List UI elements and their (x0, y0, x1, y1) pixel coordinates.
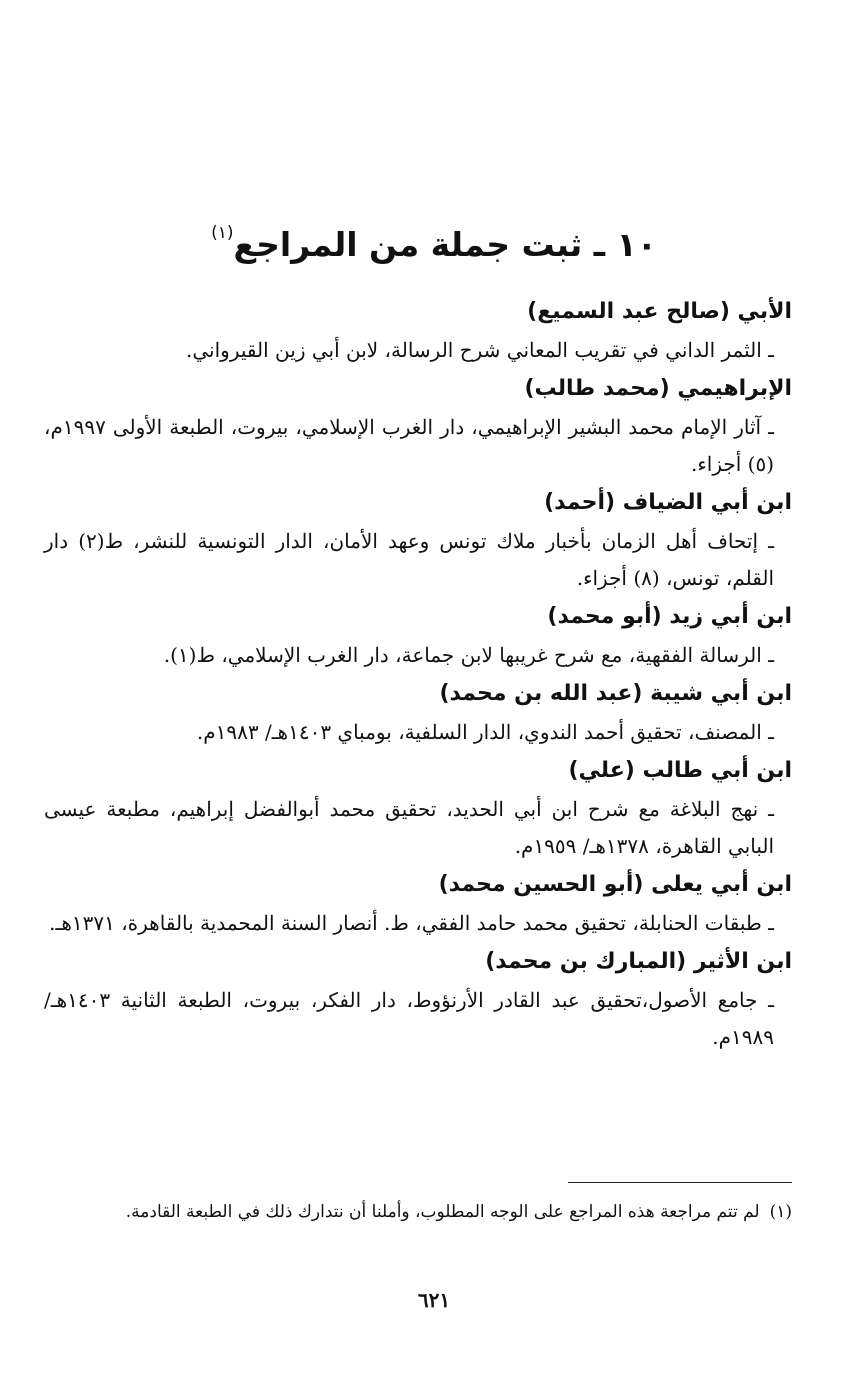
reference-work: ـ آثار الإمام محمد البشير الإبراهيمي، دار الغرب الإسلامي، بيروت، الطبعة الأولى ١٩٩٧م، (٥) أجزاء. (44, 415, 774, 476)
reference-author: ابن الأثير (المبارك بن محمد) (485, 949, 792, 974)
reference-work: ـ الثمر الداني في تقريب المعاني شرح الرسالة، لابن أبي زين القيرواني. (186, 338, 774, 362)
footnote-text: لم تتم مراجعة هذه المراجع على الوجه المطلوب، وأملنا أن نتدارك ذلك في الطبعة القادمة. (125, 1202, 760, 1222)
reference-author: ابن أبي شيبة (عبد الله بن محمد) (439, 681, 792, 706)
page-number: ٦٢١ (417, 1288, 451, 1312)
reference-author: الأبي (صالح عبد السميع) (527, 299, 792, 324)
reference-work: ـ طبقات الحنابلة، تحقيق محمد حامد الفقي، ط. أنصار السنة المحمدية بالقاهرة، ١٣٧١هـ. (49, 911, 774, 935)
reference-author: الإبراهيمي (محمد طالب) (524, 376, 792, 401)
reference-author: ابن أبي طالب (علي) (568, 758, 792, 783)
reference-entry (44, 597, 792, 674)
footnote-number: (١) (769, 1202, 792, 1222)
reference-work: ـ المصنف، تحقيق أحمد الندوي، الدار السلفية، بومباي ١٤٠٣هـ/ ١٩٨٣م. (196, 720, 774, 744)
reference-author: ابن أبي الضياف (أحمد) (544, 490, 792, 515)
footnote-divider (568, 1182, 792, 1183)
reference-work: ـ إتحاف أهل الزمان بأخبار ملاك تونس وعهد الأمان، الدار التونسية للنشر، ط(٢) دار القلم، تونس، (٨) أجزاء. (44, 529, 774, 590)
reference-entry (44, 865, 792, 942)
reference-entry (44, 942, 792, 1056)
reference-entry (44, 483, 792, 597)
title-footnote-marker: (١) (211, 223, 234, 243)
reference-author: ابن أبي يعلى (أبو الحسين محمد) (438, 872, 792, 897)
reference-entry (44, 292, 792, 369)
references-list (44, 292, 792, 1056)
reference-entry (44, 369, 792, 483)
reference-work: ـ الرسالة الفقهية، مع شرح غريبها لابن جماعة، دار الغرب الإسلامي، ط(١). (163, 643, 774, 667)
reference-entry (44, 751, 792, 865)
title-text: ١٠ ـ ثبت جملة من المراجع (233, 225, 657, 264)
reference-entry (44, 674, 792, 751)
reference-author: ابن أبي زيد (أبو محمد) (547, 604, 792, 629)
reference-work: ـ جامع الأصول،تحقيق عبد القادر الأرنؤوط، دار الفكر، بيروت، الطبعة الثانية ١٤٠٣هـ/ ١٩٨٩م. (44, 988, 774, 1049)
reference-work: ـ نهج البلاغة مع شرح ابن أبي الحديد، تحقيق محمد أبوالفضل إبراهيم، مطبعة عيسى البابي القاهرة، ١٣٧٨هـ/ ١٩٥٩م. (44, 797, 774, 858)
footnote (44, 1196, 792, 1228)
page-title (0, 214, 868, 270)
